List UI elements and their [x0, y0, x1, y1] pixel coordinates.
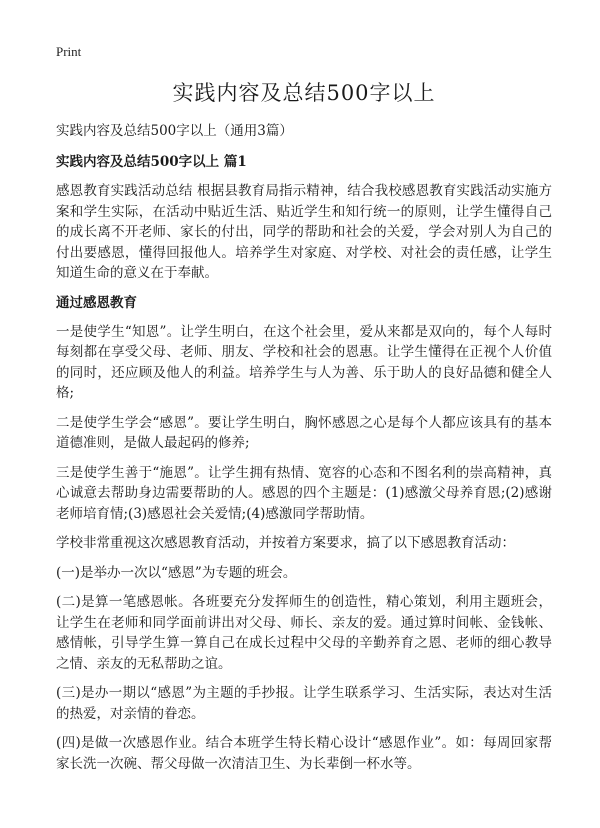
section-heading: 实践内容及总结500字以上 篇1 — [56, 154, 247, 170]
subheading: 通过感恩教育 — [56, 294, 137, 311]
body-paragraph-5: (一)是举办一次以“感恩”为专题的班会。 — [56, 564, 297, 581]
body-paragraph-1: 一是使学生“知恩”。让学生明白，在这个社会里，爱从来都是双向的，每个人每时每刻都在享受父母、老师、朋友、学校和社会的恩惠。让学生懂得在正视个人价值的同时，还应顾及他人的利益。培养学生与人为善、乐于助人的良好品德和健全人格; — [56, 323, 552, 401]
document-subtitle: 实践内容及总结500字以上（通用3篇） — [56, 123, 293, 139]
body-paragraph-4: 学校非常重视这次感恩教育活动，并按着方案要求，搞了以下感恩教育活动： — [56, 535, 515, 551]
body-paragraph-8: (四)是做一次感恩作业。结合本班学生特长精心设计“感恩作业”。如：每周回家帮家长洗一次碗、帮父母做一次清洁卫生、为长辈倒一杯水等。 — [56, 735, 552, 772]
body-paragraph-3: 三是使学生善于“施恩”。让学生拥有热情、宽容的心态和不图名利的崇高精神，真心诚意去帮助身边需要帮助的人。感恩的四个主题是：(1)感激父母养育恩;(2)感谢老师培育情;(3)感恩社会关爱情;(4)感激同学帮助情。 — [56, 464, 552, 522]
document-title: 实践内容及总结500字以上 — [172, 81, 436, 105]
body-paragraph-7: (三)是办一期以“感恩”为主题的手抄报。让学生联系学习、生活实际，表达对生活的热爱，对亲情的眷恋。 — [56, 685, 552, 722]
body-paragraph-2: 二是使学生学会“感恩”。要让学生明白，胸怀感恩之心是每个人都应该具有的基本道德准则，是做人最起码的修养; — [56, 414, 552, 451]
intro-paragraph: 感恩教育实践活动总结 根据县教育局指示精神，结合我校感恩教育实践活动实施方案和学生实际，在活动中贴近生活、贴近学生和知行统一的原则，让学生懂得自己的成长离不开老师、家长的付出，同学的帮助和社会的关爱，学会对别人为自己的付出要感恩，懂得回报他人。培养学生对家庭、对学校、对社会的责任感，让学生知道生命的意义在于奉献。 — [56, 183, 552, 281]
body-paragraph-6: (二)是算一笔感恩帐。各班要充分发挥师生的创造性，精心策划，利用主题班会，让学生在老师和同学面前讲出对父母、师长、亲友的爱。通过算时间帐、金钱帐、感情帐，引导学生算一算自己在成长过程中父母的辛勤养育之恩、老师的细心教导之情、亲友的无私帮助之谊。 — [56, 594, 552, 672]
print-link[interactable]: Print — [56, 44, 82, 59]
